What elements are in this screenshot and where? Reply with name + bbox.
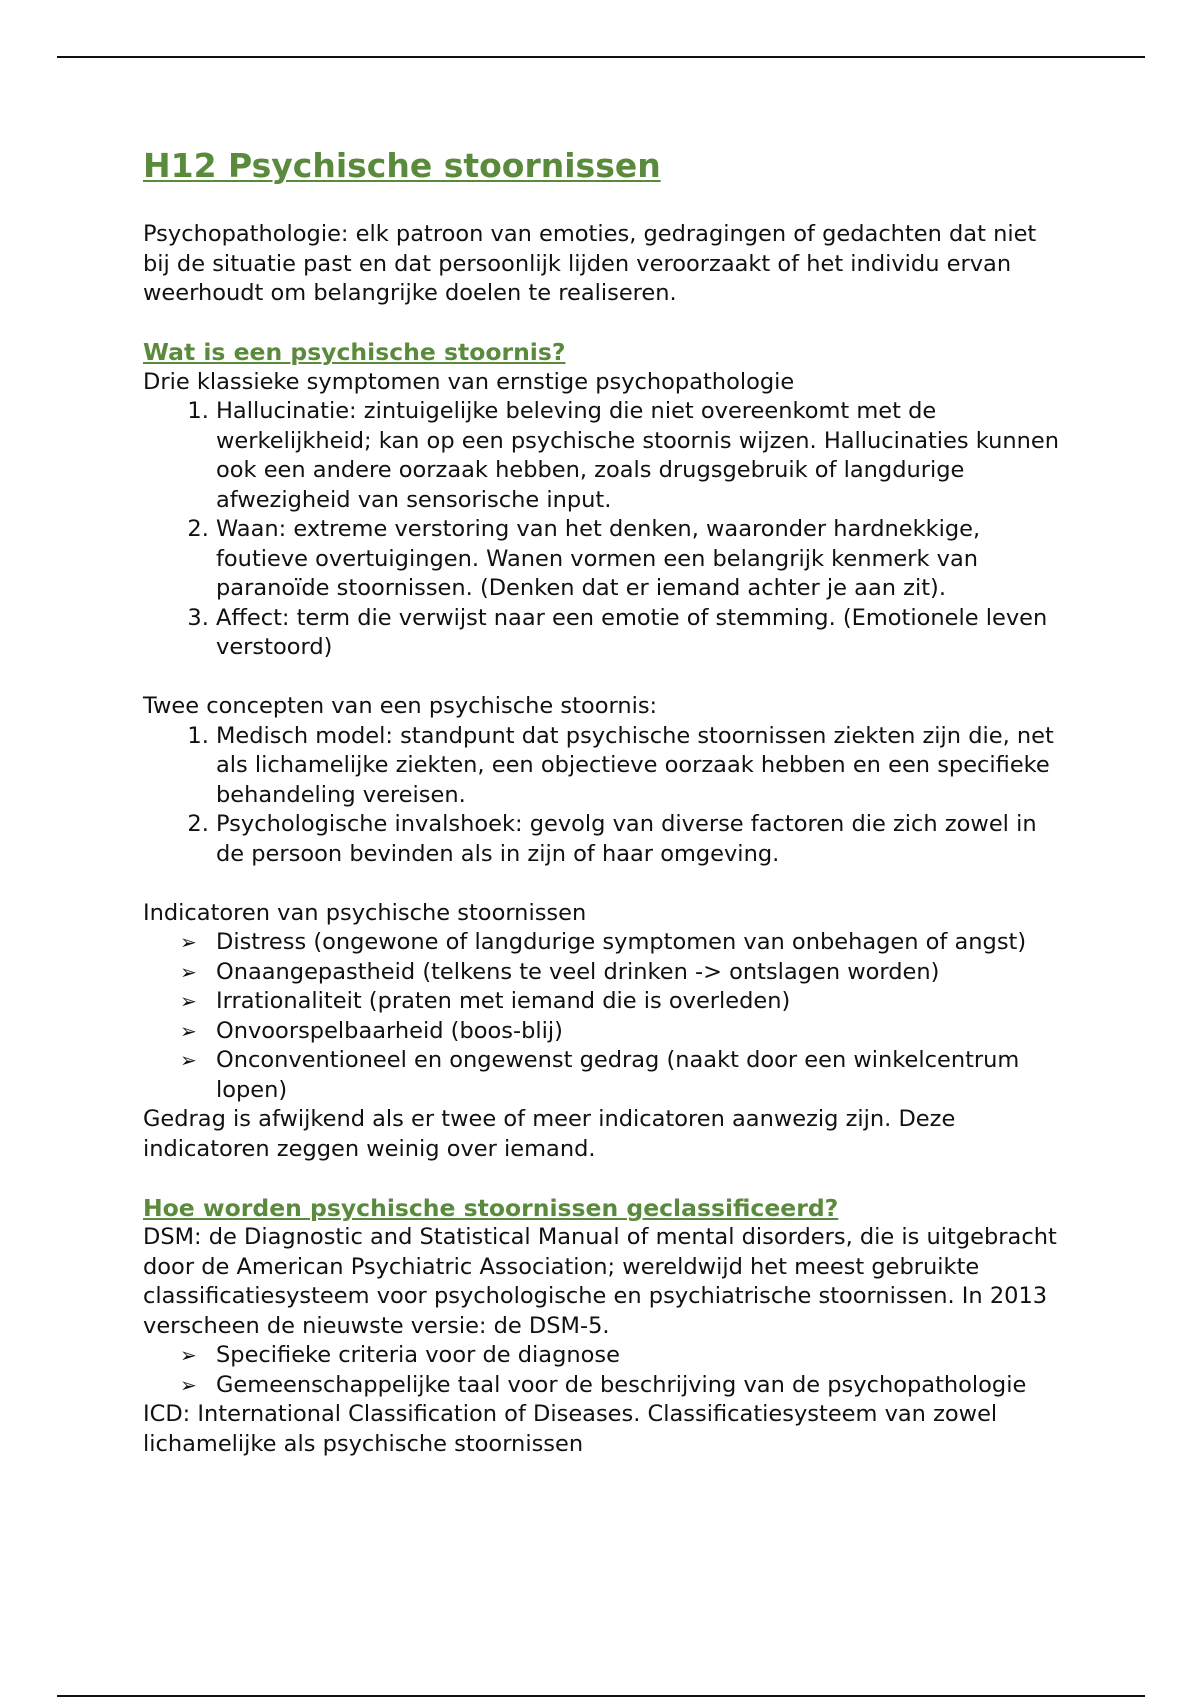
list-item: 1. Medisch model: standpunt dat psychische stoornissen ziekten zijn die, net als lichamelijke ziekten, een objectieve oorzaak hebben en een specifieke behandeling vereisen. [216, 722, 1063, 811]
dsm-points-list [143, 1341, 1063, 1400]
indicators-intro: Indicatoren van psychische stoornissen [143, 899, 587, 926]
document-title: H12 Psychische stoornissen [143, 146, 661, 185]
indicators-list [143, 928, 1063, 1105]
indicators-note: Gedrag is afwijkend als er twee of meer indicatoren aanwezig zijn. Deze indicatoren zeggen weinig over iemand. [143, 1106, 956, 1162]
concepts-intro: Twee concepten van een psychische stoornis: [143, 693, 658, 719]
symptoms-intro: Drie klassieke symptomen van ernstige psychopathologie [143, 368, 795, 395]
footer-rule [57, 1695, 1145, 1697]
section-heading-classification: Hoe worden psychische stoornissen geclassificeerd? [143, 1193, 839, 1222]
intro-paragraph: Psychopathologie: elk patroon van emoties, gedragingen of gedachten dat niet bij de situatie past en dat persoonlijk lijden veroorzaakt of het individu ervan weerhoudt om belangrijke doelen te realiseren. [143, 221, 1037, 306]
list-item: ➢ Gemeenschappelijke taal voor de beschrijving van de psychopathologie [216, 1371, 1063, 1401]
list-item: 1. Hallucinatie: zintuigelijke beleving die niet overeenkomt met de werkelijkheid; kan op een psychische stoornis wijzen. Hallucinaties kunnen ook een andere oorzaak hebben, zoals drugsgebruik of langdurige afwezigheid van sensorische input. [216, 397, 1063, 515]
list-item: 2. Waan: extreme verstoring van het denken, waaronder hardnekkige, foutieve overtuigingen. Wanen vormen een belangrijk kenmerk van paranoïde stoornissen. (Denken dat er iemand achter je aan zit). [216, 515, 1063, 604]
section-heading-what: Wat is een psychische stoornis? [143, 338, 566, 366]
header-rule [57, 56, 1145, 58]
concepts-list [143, 722, 1063, 870]
symptoms-list [143, 397, 1063, 663]
list-item: 2. Psychologische invalshoek: gevolg van diverse factoren die zich zowel in de persoon bevinden als in zijn of haar omgeving. [216, 810, 1063, 869]
list-item: ➢ Irrationaliteit (praten met iemand die is overleden) [216, 987, 1063, 1017]
list-item: ➢ Onvoorspelbaarheid (boos-blij) [216, 1017, 1063, 1047]
list-item: ➢ Onaangepastheid (telkens te veel drinken -> ontslagen worden) [216, 958, 1063, 988]
list-item: ➢ Onconventioneel en ongewenst gedrag (naakt door een winkelcentrum lopen) [216, 1046, 1063, 1105]
dsm-paragraph: DSM: de Diagnostic and Statistical Manual of mental disorders, die is uitgebracht door de American Psychiatric Association; wereldwijd het meest gebruikte classificatiesysteem voor psychologische en psychiatrische stoornissen. In 2013 verscheen de nieuwste versie: de DSM-5. [143, 1224, 1057, 1339]
list-item: 3. Affect: term die verwijst naar een emotie of stemming. (Emotionele leven verstoord) [216, 604, 1063, 663]
document-body [143, 146, 1063, 1459]
list-item: ➢ Specifieke criteria voor de diagnose [216, 1341, 1063, 1371]
icd-paragraph: ICD: International Classification of Diseases. Classificatiesysteem van zowel lichamelijke als psychische stoornissen [143, 1401, 998, 1457]
list-item: ➢ Distress (ongewone of langdurige symptomen van onbehagen of angst) [216, 928, 1063, 958]
